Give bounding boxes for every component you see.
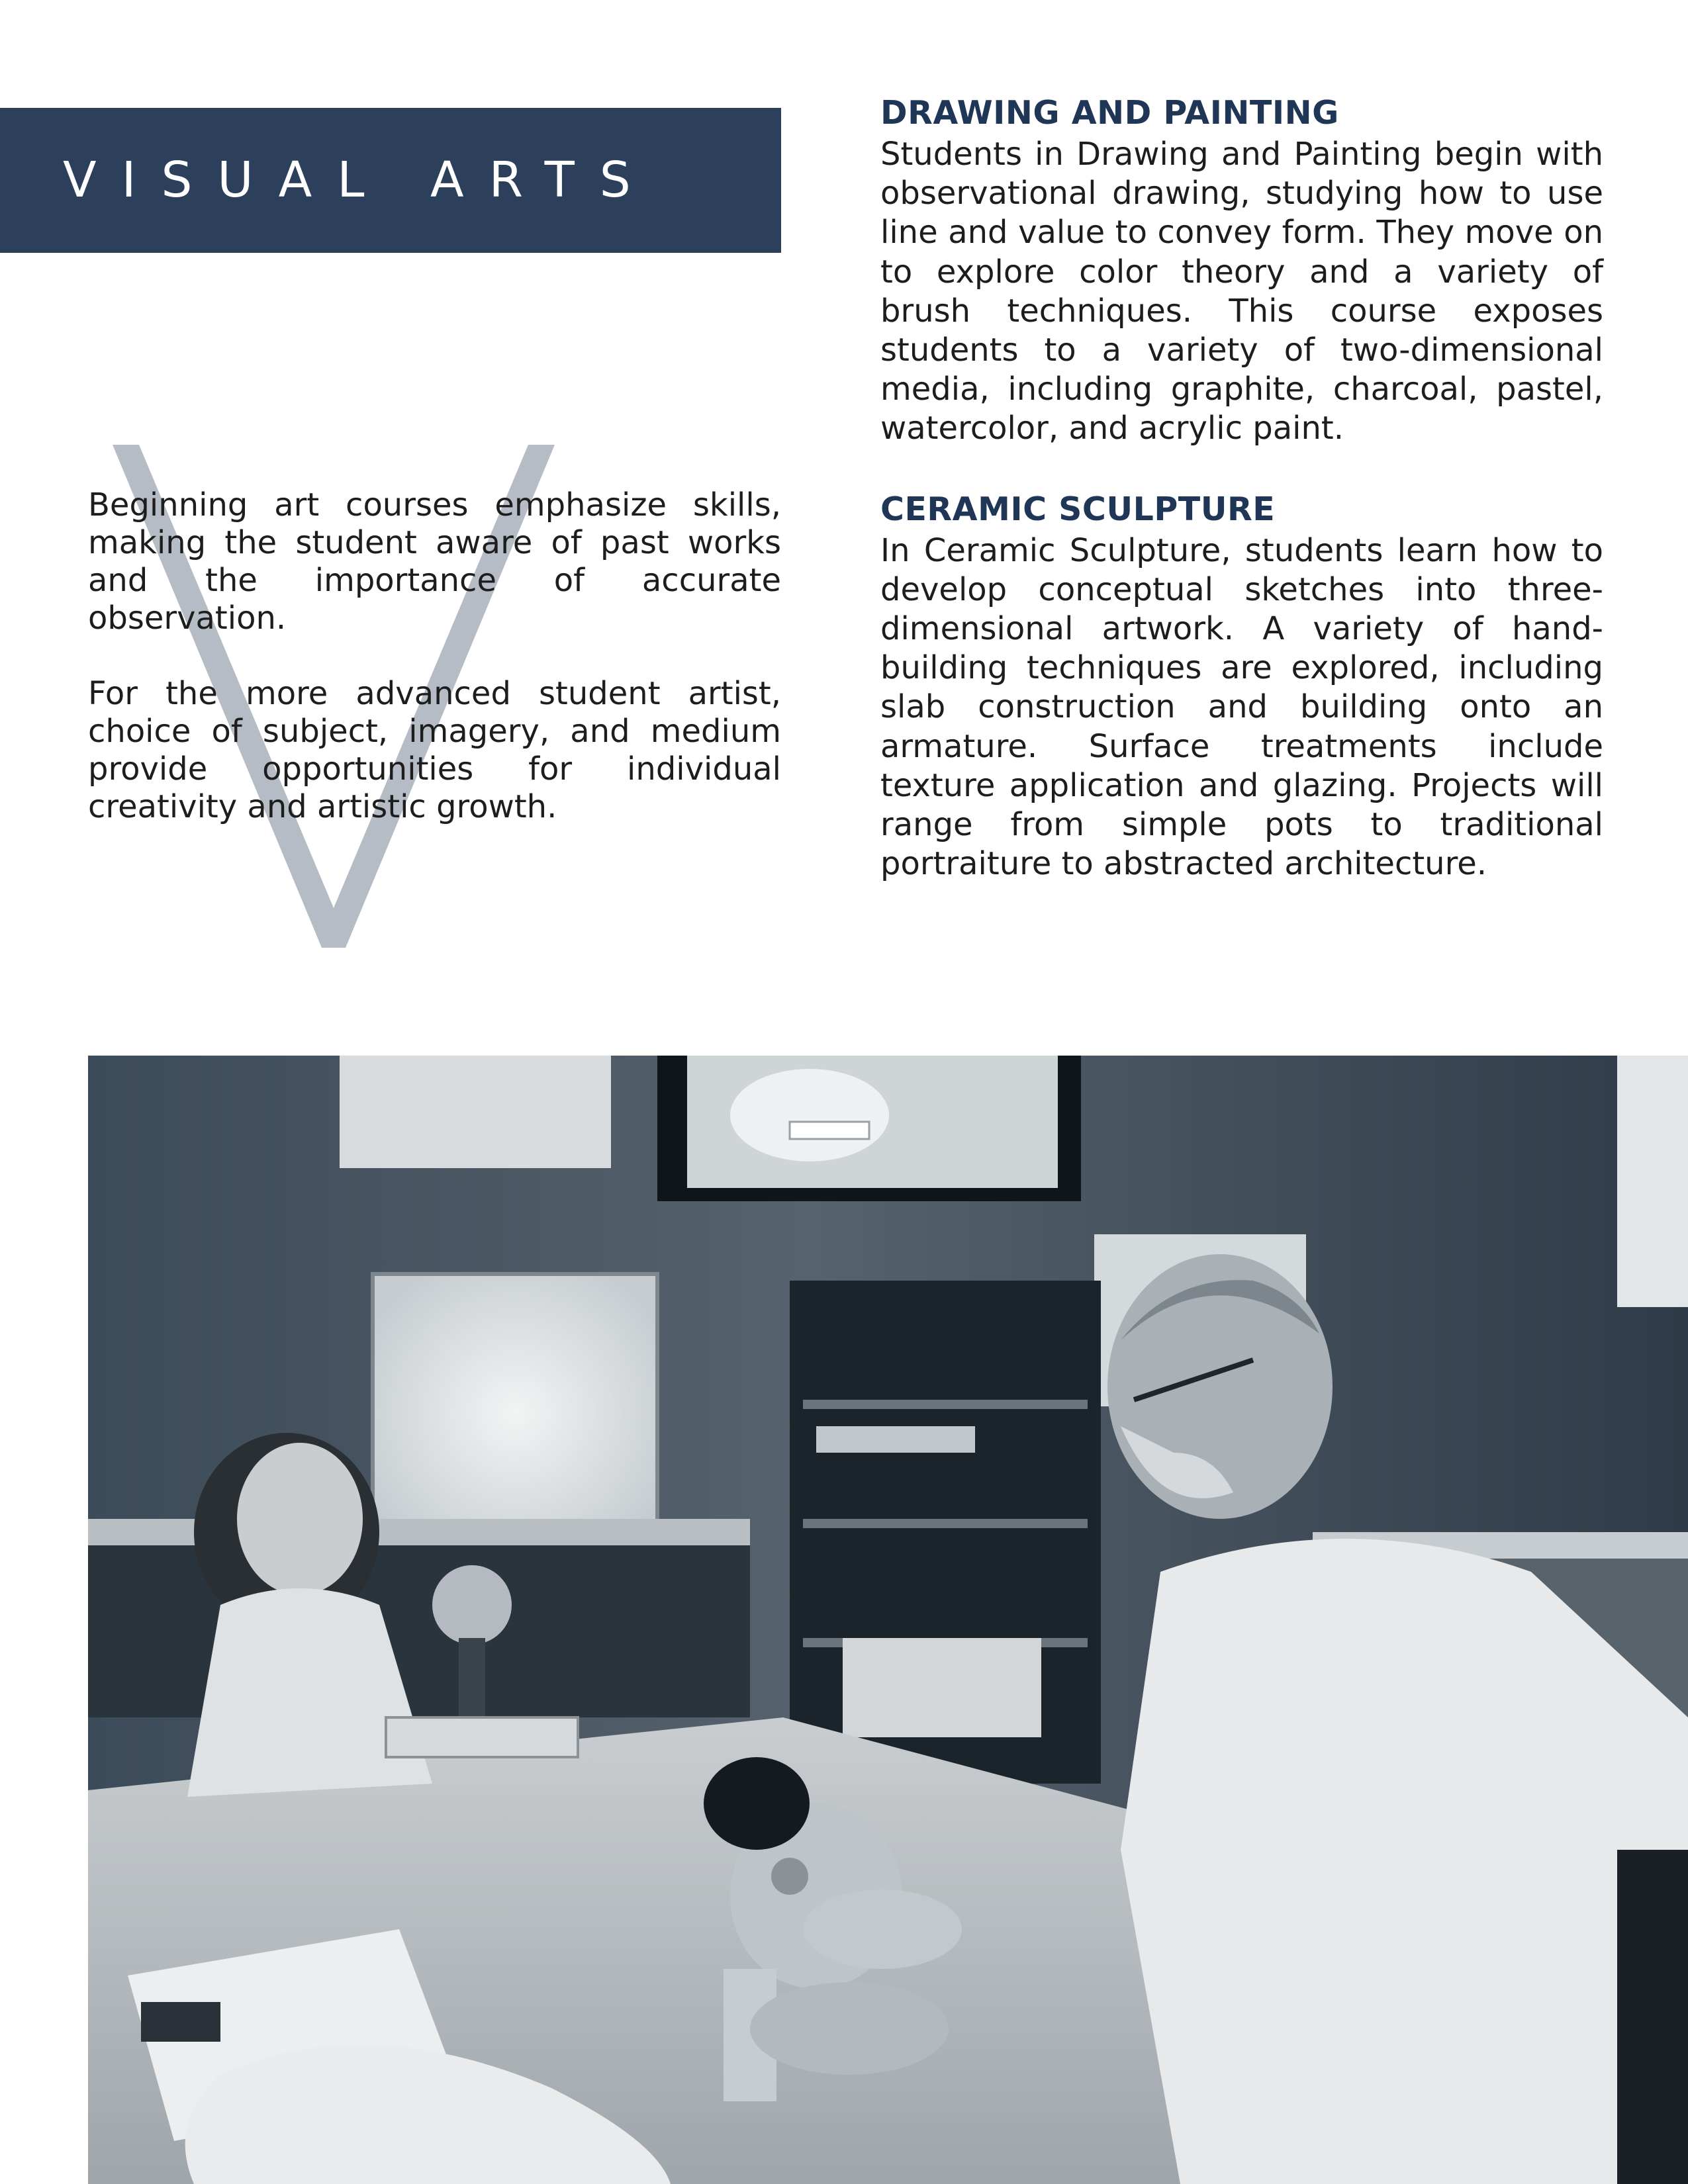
intro-paragraph: Beginning art courses emphasize skills, making the student aware of past works and the importance of accurate observation. [88, 486, 781, 637]
course-title: DRAWING AND PAINTING [880, 94, 1339, 132]
page-title: VISUAL ARTS [63, 152, 656, 208]
course-drawing-painting [880, 91, 1603, 449]
intro-text [88, 486, 781, 864]
course-list [880, 91, 1603, 923]
intro-paragraph: For the more advanced student artist, choice of subject, imagery, and medium provide opportunities for individual creativity and artistic growth. [88, 675, 781, 825]
title-banner [0, 108, 781, 253]
course-description: In Ceramic Sculpture, students learn how to develop conceptual sketches into three-dimensional artwork. A variety of hand-building techniques are explored, including slab construction and building onto an armature. Surface treatments include texture application and glazing. Projects will range from simple pots to traditional portraiture to abstracted architecture. [880, 531, 1603, 883]
classroom-photo-illustration [88, 1056, 1688, 2184]
classroom-photo [88, 1056, 1688, 2184]
course-ceramic-sculpture [880, 488, 1603, 884]
course-title: CERAMIC SCULPTURE [880, 490, 1276, 528]
course-description: Students in Drawing and Painting begin with observational drawing, studying how to use line and value to convey form. They move on to explore color theory and a variety of brush techniques. This course exposes students to a variety of two-dimensional media, including graphite, charcoal, pastel, watercolor, and acrylic paint. [880, 136, 1603, 447]
